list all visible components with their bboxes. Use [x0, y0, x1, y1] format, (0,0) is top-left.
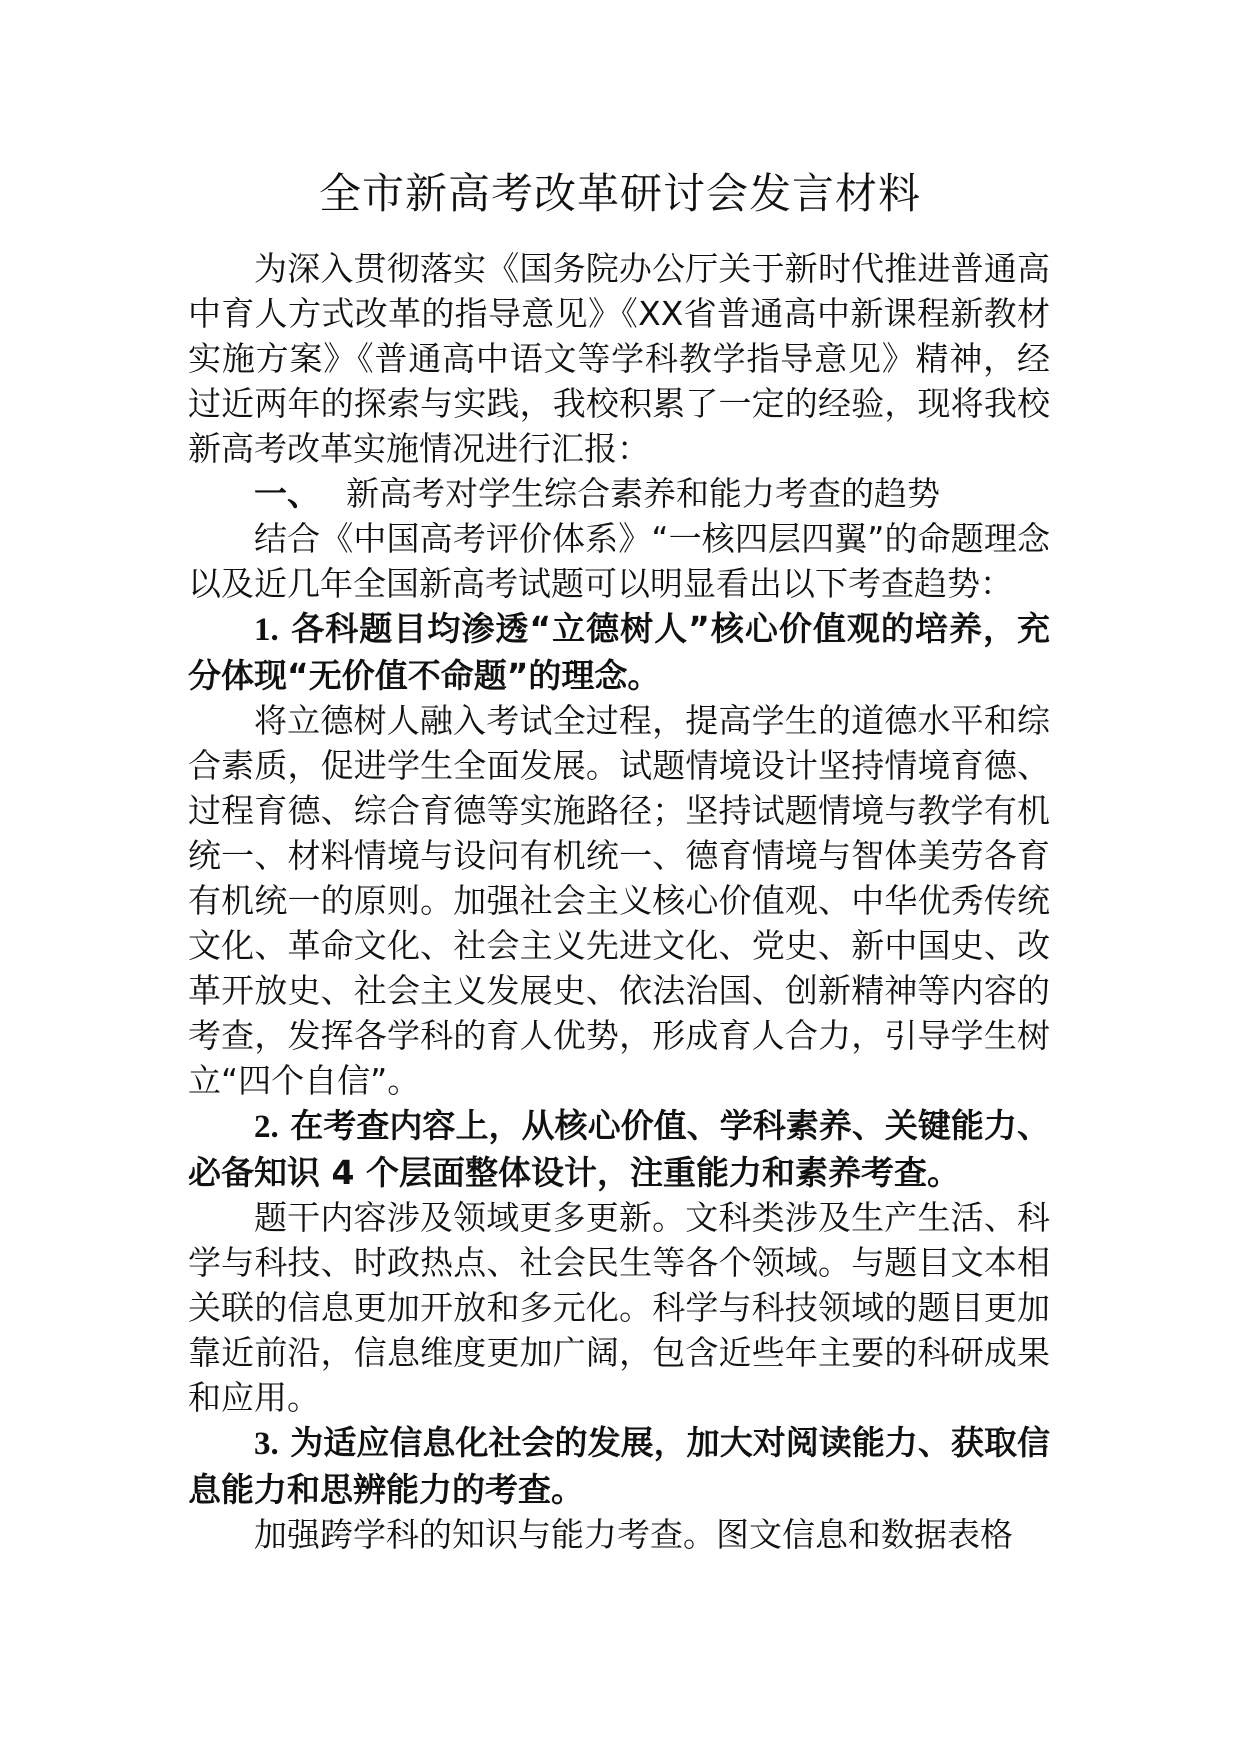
point-heading-1: [188, 606, 1050, 698]
point-heading-text-3: 为适应信息化社会的发展，加大对阅读能力、获取信息能力和思辨能力的考查。: [188, 1423, 1050, 1509]
document-body: [188, 246, 1050, 1557]
section-intro-paragraph: 结合《中国高考评价体系》“一核四层四翼”的命题理念以及近几年全国新高考试题可以明显看出以下考查趋势：: [188, 519, 1050, 603]
point-number-1: 1.: [254, 612, 279, 648]
point-heading-3: [188, 1420, 1050, 1512]
point-heading-text-1: 各科题目均渗透“立德树人”核心价值观的培养，充分体现“无价值不命题”的理念。: [188, 609, 1050, 695]
point-number-2: 2.: [254, 1109, 279, 1145]
section-number: 一、: [254, 474, 320, 513]
intro-paragraph: 为深入贯彻落实《国务院办公厅关于新时代推进普通高中育人方式改革的指导意见》《XX省普通高中新课程新教材实施方案》《普通高中语文等学科教学指导意见》精神，经过近两年的探索与实践，我校积累了一定的经验，现将我校新高考改革实施情况进行汇报：: [188, 249, 1050, 468]
point-body-2: 题干内容涉及领域更多更新。文科类涉及生产生活、科学与科技、时政热点、社会民生等各个领域。与题目文本相关联的信息更加开放和多元化。科学与科技领域的题目更加靠近前沿，信息维度更加广阔，包含近些年主要的科研成果和应用。: [188, 1198, 1050, 1417]
section-heading-text: 新高考对学生综合素养和能力考查的趋势: [346, 474, 940, 513]
document-title: 全市新高考改革研讨会发言材料: [318, 169, 921, 218]
point-number-3: 3.: [254, 1426, 279, 1462]
point-heading-2: [188, 1103, 1050, 1195]
point-body-1: 将立德树人融入考试全过程，提高学生的道德水平和综合素质，促进学生全面发展。试题情境设计坚持情境育德、过程育德、综合育德等实施路径；坚持试题情境与教学有机统一、材料情境与设问有机统一、德育情境与智体美劳各育有机统一的原则。加强社会主义核心价值观、中华优秀传统文化、革命文化、社会主义先进文化、党史、新中国史、改革开放史、社会主义发展史、依法治国、创新精神等内容的考查，发挥各学科的育人优势，形成育人合力，引导学生树立“四个自信”。: [188, 701, 1050, 1100]
point-body-3: 加强跨学科的知识与能力考查。图文信息和数据表格: [254, 1515, 1013, 1554]
point-heading-text-2: 在考查内容上，从核心价值、学科素养、关键能力、必备知识 4 个层面整体设计，注重能力和素养考查。: [188, 1106, 1050, 1192]
section-heading: [188, 471, 1050, 516]
